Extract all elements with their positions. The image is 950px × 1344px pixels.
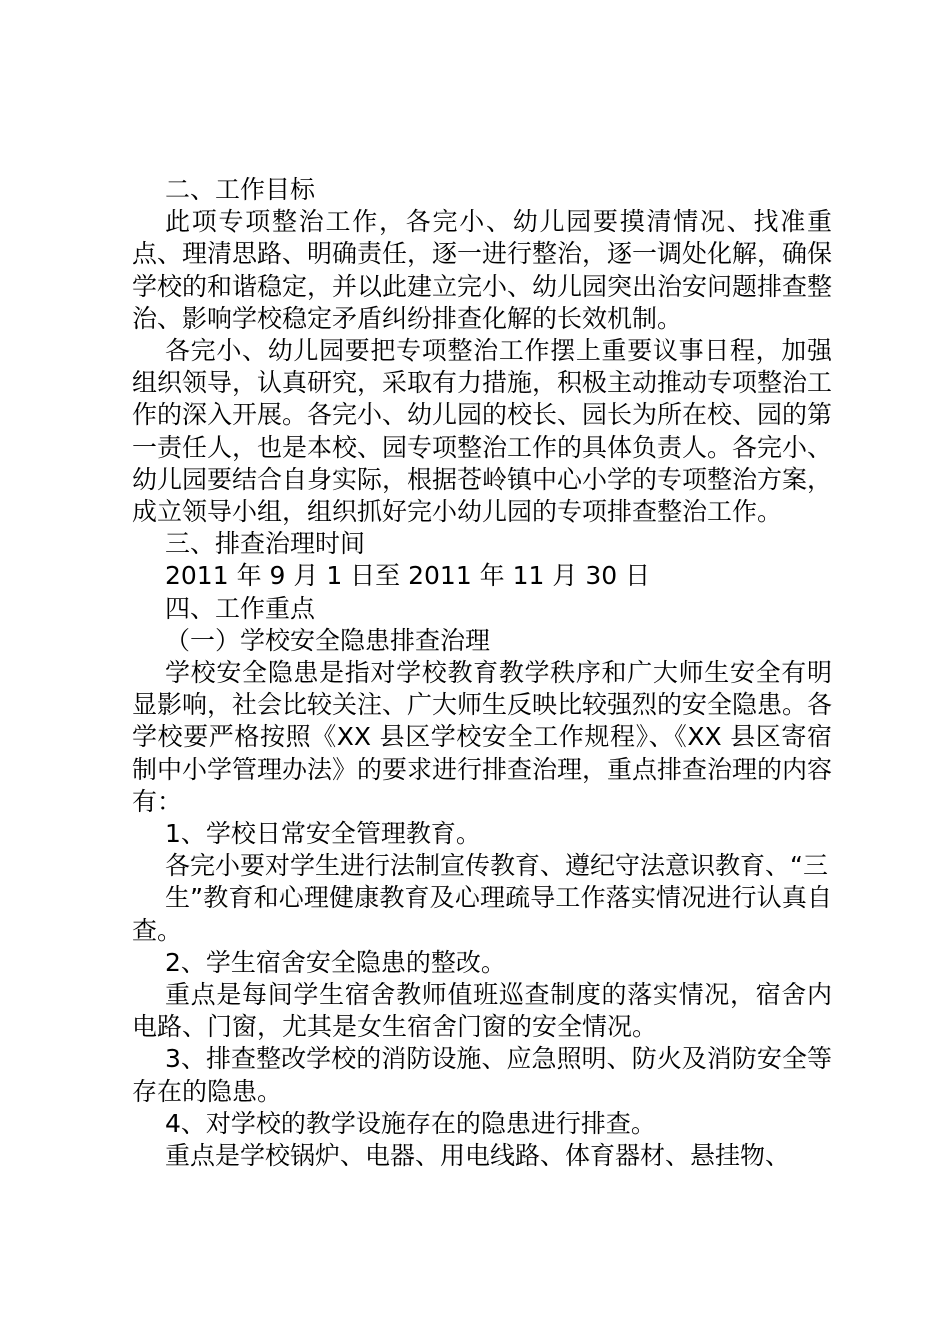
document-body (132, 174, 832, 1172)
paragraph: 学校安全隐患是指对学校教育教学秩序和广大师生安全有明显影响，社会比较关注、广大师生反映比较强烈的安全隐患。各学校要严格按照《XX 县区学校安全工作规程》、《XX 县区寄宿制中小学管理办法》的要求进行排查治理，重点排查治理的内容有： (132, 658, 833, 816)
list-item-heading: 2、学生宿舍安全隐患的整改。 (165, 947, 506, 977)
paragraph: 重点是每间学生宿舍教师值班巡查制度的落实情况，宿舍内电路、门窗，尤其是女生宿舍门窗的安全情况。 (132, 980, 832, 1042)
paragraph: 各完小、幼儿园要把专项整治工作摆上重要议事日程，加强组织领导，认真研究，采取有力措施，积极主动推动专项整治工作的深入开展。各完小、幼儿园的校长、园长为所在校、园的第一责任人，也是本校、园专项整治工作的具体负责人。各完小、幼儿园要结合自身实际，根据苍岭镇中心小学的专项整治方案，成立领导小组，组织抓好完小幼儿园的专项排查整治工作。 (132, 336, 833, 527)
list-item-heading: 3、排查整改学校的消防设施、应急照明、防火及消防安全等存在的隐患。 (132, 1044, 832, 1106)
paragraph: 此项专项整治工作，各完小、幼儿园要摸清情况、找准重点、理清思路、明确责任，逐一进行整治，逐一调处化解，确保学校的和谐稳定，并以此建立完小、幼儿园突出治安问题排查整治、影响学校稳定矛盾纠纷排查化解的长效机制。 (132, 207, 833, 333)
paragraph: 各完小要对学生进行法制宣传教育、遵纪守法意识教育、“三 (165, 851, 828, 881)
list-item-heading: 4、对学校的教学设施存在的隐患进行排查。 (165, 1108, 656, 1138)
date-range: 2011 年 9 月 1 日至 2011 年 11 月 30 日 (165, 561, 651, 591)
section-heading-schedule: 三、排查治理时间 (165, 529, 366, 559)
list-item-heading: 1、学校日常安全管理教育。 (165, 819, 481, 849)
paragraph: 重点是学校锅炉、电器、用电线路、体育器材、悬挂物、 (165, 1141, 791, 1171)
section-heading-key-work: 四、工作重点 (165, 593, 316, 623)
subsection-heading: （一）学校安全隐患排查治理 (165, 625, 491, 655)
section-heading-work-goals: 二、工作目标 (165, 175, 316, 204)
paragraph: 生”教育和心理健康教育及心理疏导工作落实情况进行认真自查。 (132, 883, 832, 945)
